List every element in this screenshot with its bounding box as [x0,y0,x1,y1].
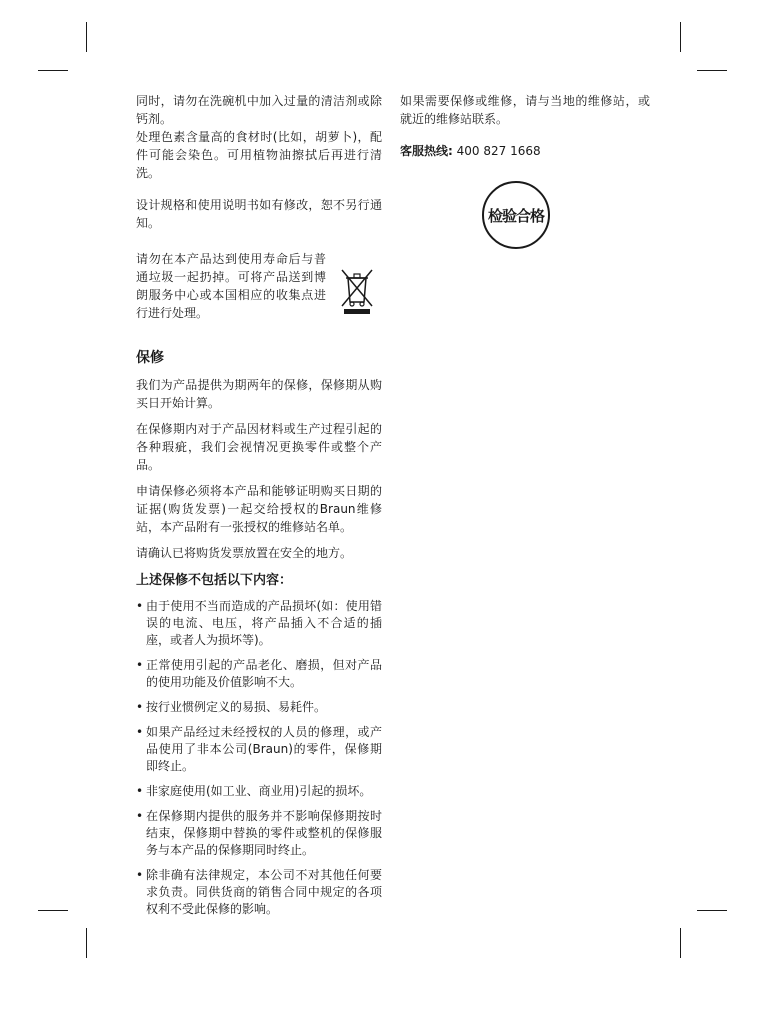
list-item: • 按行业惯例定义的易损、易耗件。 [136,699,382,716]
hotline [400,142,650,159]
hotline-number: 400 827 1668 [456,144,541,158]
pigment-note: 处理色素含量高的食材时(比如，胡萝卜)，配件可能会染色。可用植物油擦拭后再进行清洗。 [136,130,382,180]
crop-mark [38,70,68,71]
warranty-paragraph: 请确认已将购货发票放置在安全的地方。 [136,546,353,560]
list-item: • 除非确有法律规定，本公司不对其他任何要求负责。同供货商的销售合同中规定的各项权利不受此保修的影响。 [136,867,382,918]
crossed-out-wheelie-bin-icon [340,268,374,314]
exclusions-list [136,598,382,918]
right-column [400,92,650,159]
crop-mark [697,70,727,71]
list-item: • 正常使用引起的产品老化、磨损，但对产品的使用功能及价值影响不大。 [136,657,382,691]
disposal-section [136,250,382,322]
list-item: • 由于使用不当而造成的产品损坏(如：使用错误的电流、电压，将产品插入不合适的插座，或者人为损坏等)。 [136,598,382,649]
crop-mark [680,22,681,52]
warranty-paragraph: 申请保修必须将本产品和能够证明购买日期的证据(购货发票)一起交给授权的Braun维修站，本产品附有一张授权的维修站名单。 [136,484,382,534]
contact-text: 如果需要保修或维修，请与当地的维修站，或就近的维修站联系。 [400,94,650,126]
hotline-label: 客服热线: [400,144,453,158]
warranty-paragraph: 在保修期内对于产品因材料或生产过程引起的各种瑕疵，我们会视情况更换零件或整个产品。 [136,422,382,472]
disposal-text: 请勿在本产品达到使用寿命后与普通垃圾一起扔掉。可将产品送到博朗服务中心或本国相应的收集点进行进行处理。 [136,252,326,320]
list-item: • 非家庭使用(如工业、商业用)引起的损坏。 [136,783,382,800]
inspection-passed-seal [482,181,550,249]
warranty-heading: 保修 [136,350,164,366]
left-column [136,92,382,926]
exclusions-heading: 上述保修不包括以下内容： [136,573,293,588]
detergent-note: 同时，请勿在洗碗机中加入过量的清洁剂或除钙剂。 [136,94,382,126]
crop-mark [680,928,681,958]
crop-mark [697,910,727,911]
spec-change-note: 设计规格和使用说明书如有修改，恕不另行通知。 [136,198,382,230]
warranty-paragraph: 我们为产品提供为期两年的保修，保修期从购买日开始计算。 [136,378,382,410]
crop-mark [86,928,87,958]
list-item: • 在保修期内提供的服务并不影响保修期按时结束，保修期中替换的零件或整机的保修服务与本产品的保修期同时终止。 [136,808,382,859]
seal-text: 检验合格 [487,206,544,225]
crop-mark [86,22,87,52]
crop-mark [38,910,68,911]
list-item: • 如果产品经过未经授权的人员的修理，或产品使用了非本公司(Braun)的零件，保修期即终止。 [136,724,382,775]
